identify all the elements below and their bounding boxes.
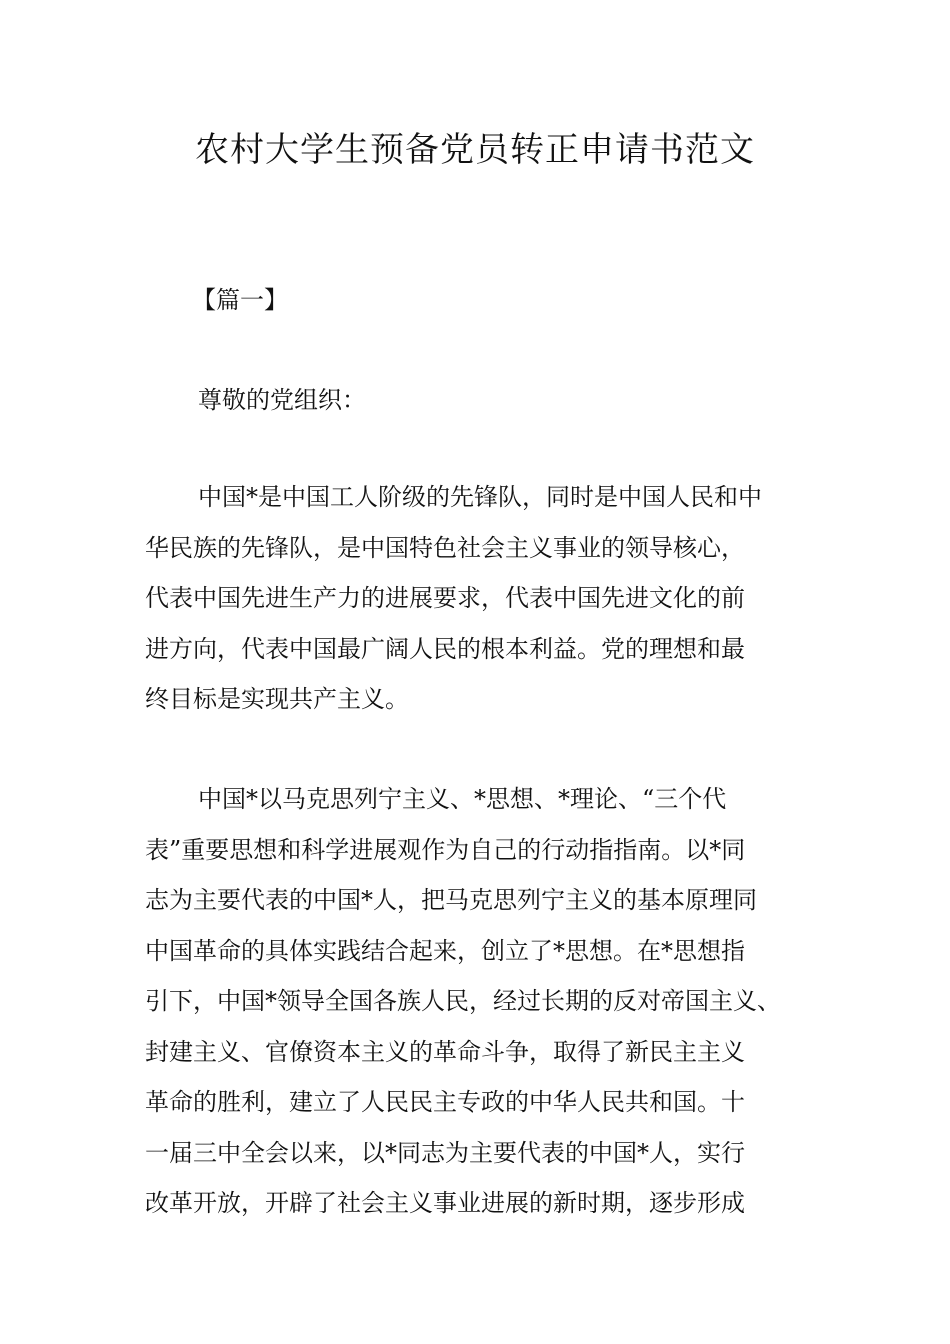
paragraph-line: 封建主义、官僚资本主义的革命斗争，取得了新民主主义 xyxy=(145,1037,745,1066)
paragraph-line: 终目标是实现共产主义。 xyxy=(145,685,409,713)
paragraph-line: 中国*以马克思列宁主义、*思想、*理论、“三个代 xyxy=(198,785,727,813)
paragraph-line: 中国革命的具体实践结合起来，创立了*思想。在*思想指 xyxy=(145,936,745,965)
paragraph-line: 革命的胜利，建立了人民民主专政的中华人民共和国。十 xyxy=(145,1088,745,1116)
document-title: 农村大学生预备党员转正申请书范文 xyxy=(195,130,755,170)
paragraph-1 xyxy=(145,472,815,725)
paragraph-line: 中国*是中国工人阶级的先锋队，同时是中国人民和中 xyxy=(198,483,762,511)
paragraph-line: 代表中国先进生产力的进展要求，代表中国先进文化的前 xyxy=(145,584,745,612)
paragraph-line: 改革开放，开辟了社会主义事业进展的新时期，逐步形成 xyxy=(145,1189,745,1217)
section-label: 【篇一】 xyxy=(192,286,288,314)
paragraph-line: 华民族的先锋队，是中国特色社会主义事业的领导核心， xyxy=(145,533,745,562)
paragraph-line: 志为主要代表的中国*人，把马克思列宁主义的基本原理同 xyxy=(145,886,757,914)
paragraph-2 xyxy=(145,774,815,1229)
paragraph-line: 一届三中全会以来，以*同志为主要代表的中国*人，实行 xyxy=(145,1138,745,1167)
paragraph-line: 表”重要思想和科学进展观作为自己的行动指指南。以*同 xyxy=(145,835,746,864)
paragraph-line: 进方向，代表中国最广阔人民的根本利益。党的理想和最 xyxy=(145,634,745,663)
paragraph-line: 引下，中国*领导全国各族人民，经过长期的反对帝国主义、 xyxy=(145,987,781,1015)
salutation: 尊敬的党组织： xyxy=(198,386,366,414)
